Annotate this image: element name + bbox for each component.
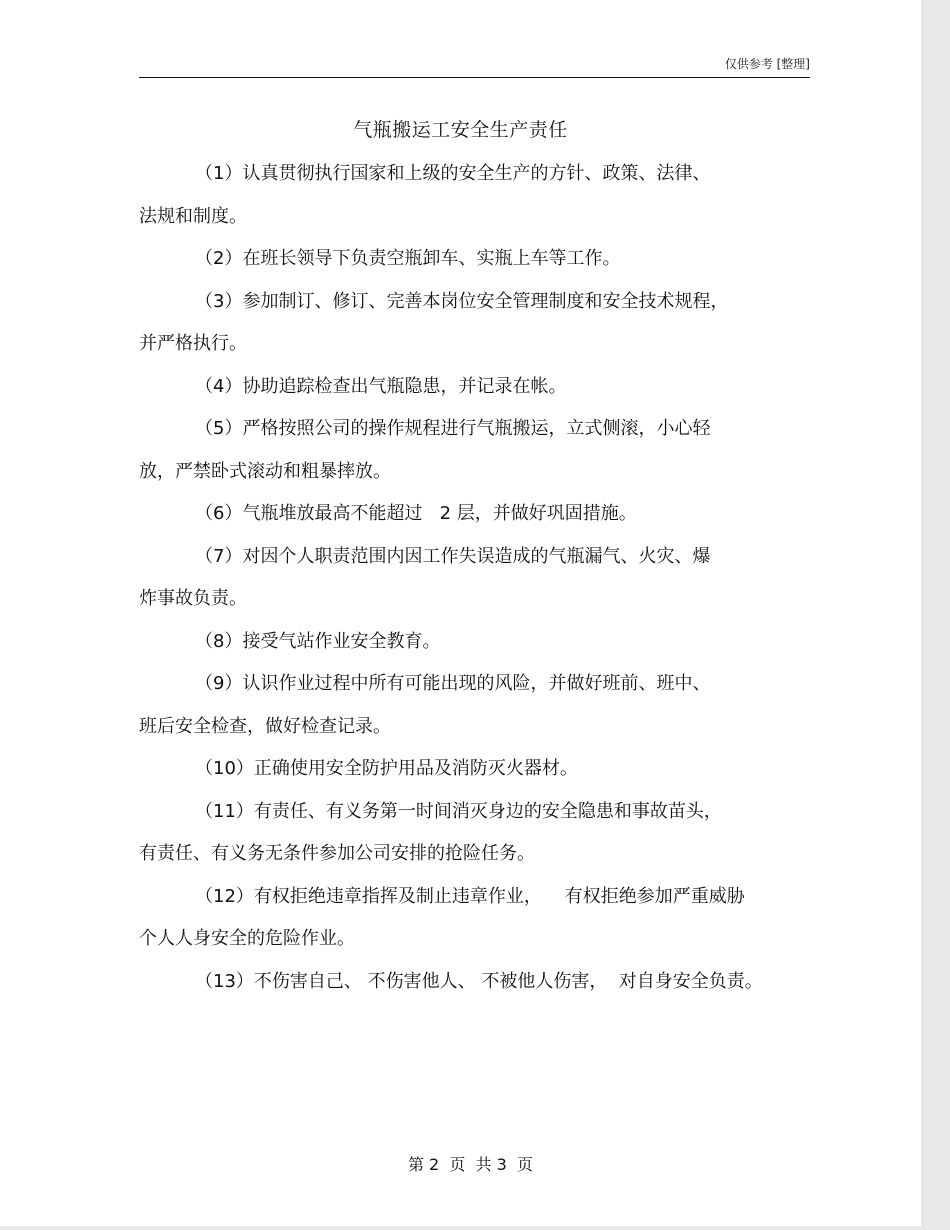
- clause-line: （4）协助追踪检查出气瓶隐患，并记录在帐。: [195, 375, 567, 397]
- clause-line: （5）严格按照公司的操作规程进行气瓶搬运，立式侧滚，小心轻: [195, 418, 711, 439]
- clause-line: （12）有权拒绝违章指挥及制止违章作业， 有权拒绝参加严重威胁: [195, 885, 745, 907]
- clause-continuation-line: 个人人身安全的危险作业。: [139, 928, 355, 949]
- clause-continuation-line: 炸事故负责。: [139, 588, 247, 609]
- clause-line: （1）认真贯彻执行国家和上级的安全生产的方针、政策、法律、: [195, 163, 711, 184]
- clause-line: （2）在班长领导下负责空瓶卸车、实瓶上车等工作。: [195, 248, 621, 269]
- clause-line: （11）有责任、有义务第一时间消灭身边的安全隐患和事故苗头，: [195, 800, 722, 822]
- clause-line: （3）参加制订、修订、完善本岗位安全管理制度和安全技术规程，: [195, 290, 729, 312]
- header-divider: [139, 77, 810, 78]
- clause-line: （13）不伤害自己、 不伤害他人、 不被他人伤害， 对自身安全负责。: [195, 970, 763, 992]
- document-title: 气瓶搬运工安全生产责任: [353, 119, 568, 141]
- clause-line: （7）对因个人职责范围内因工作失误造成的气瓶漏气、火灾、爆: [195, 545, 711, 567]
- page-number: 第 2 页 共 3 页: [407, 1155, 534, 1174]
- clause-line: （9）认识作业过程中所有可能出现的风险，并做好班前、班中、: [195, 673, 711, 694]
- clause-continuation-line: 放，严禁卧式滚动和粗暴摔放。: [139, 460, 391, 482]
- responsibility-clauses: [139, 160, 819, 1010]
- clause-line: （8）接受气站作业安全教育。: [195, 630, 441, 652]
- clause-continuation-line: 并严格执行。: [139, 333, 247, 354]
- clause-continuation-line: 有责任、有义务无条件参加公司安排的抢险任务。: [139, 843, 535, 864]
- clause-continuation-line: 法规和制度。: [139, 205, 247, 227]
- clause-line: （6）气瓶堆放最高不能超过 2 层，并做好巩固措施。: [195, 503, 637, 524]
- clause-line: （10）正确使用安全防护用品及消防灭火器材。: [195, 758, 578, 779]
- clause-continuation-line: 班后安全检查，做好检查记录。: [139, 715, 391, 737]
- header-note: 仅供参考 [整理]: [724, 57, 810, 71]
